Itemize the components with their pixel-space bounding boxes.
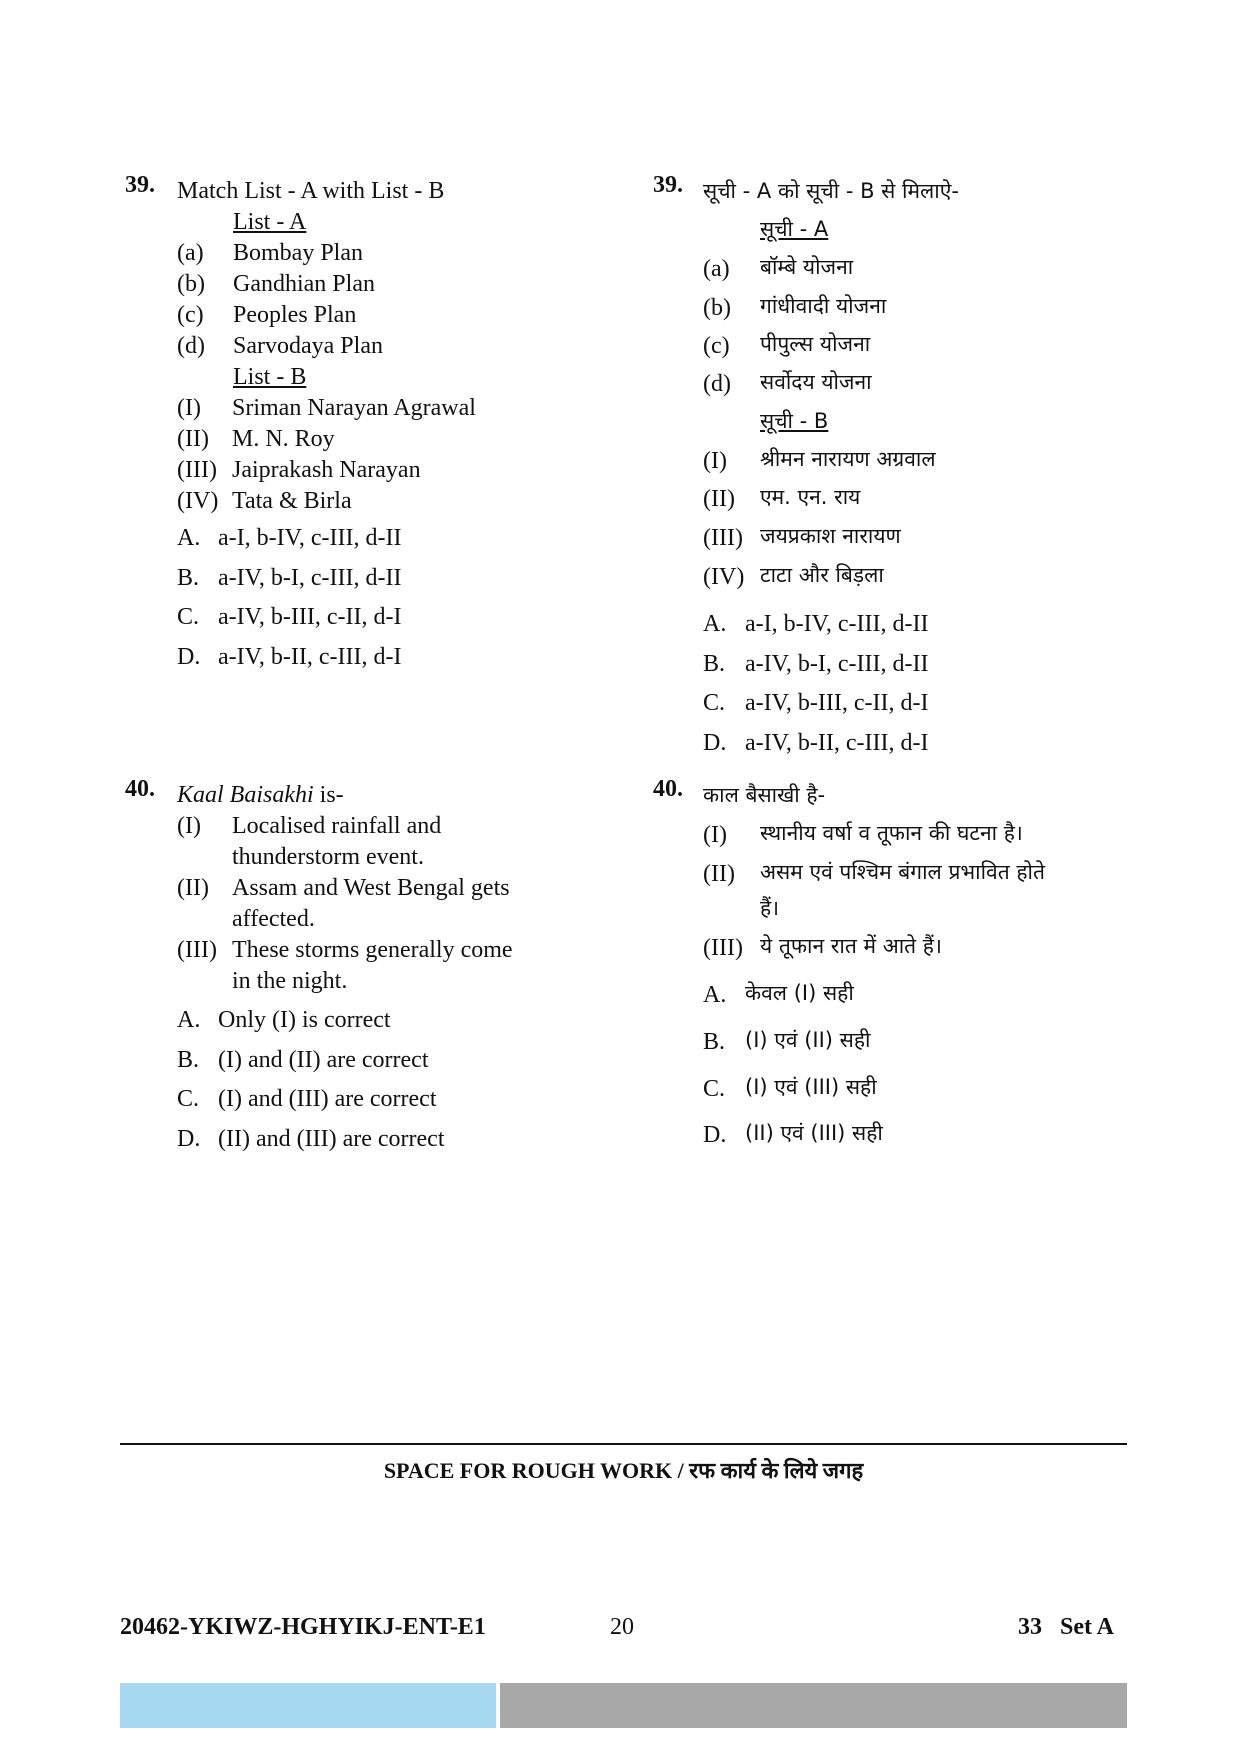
list-a-item: पीपुल्स योजना [760, 332, 871, 356]
question-stem: सूची - A को सूची - B से मिलाऐ- [703, 179, 959, 203]
option-c[interactable]: a-IV, b-III, c-II, d-I [218, 604, 402, 630]
option-key: B. [177, 1047, 200, 1073]
option-key: A. [177, 525, 201, 551]
list-a-key: (d) [703, 371, 731, 397]
option-key: C. [177, 604, 200, 630]
list-a-item: Gandhian Plan [233, 271, 375, 297]
footer-code: 20462-YKIWZ-HGHYIKJ-ENT-E1 [120, 1614, 486, 1640]
question-stem: काल बैसाखी है- [703, 783, 826, 807]
list-a-title: List - A [233, 209, 307, 235]
list-b-key: (I) [703, 448, 727, 474]
option-a[interactable]: Only (I) is correct [218, 1007, 391, 1033]
list-b-item: Tata & Birla [232, 488, 352, 514]
rough-work-label: SPACE FOR ROUGH WORK / रफ कार्य के लिये जगह [383, 1458, 864, 1483]
statement-key: (II) [177, 875, 209, 901]
statement-line: Localised rainfall and [232, 813, 442, 839]
list-b-key: (IV) [703, 564, 745, 590]
list-a-key: (c) [177, 302, 204, 328]
list-b-key: (II) [177, 426, 209, 452]
option-a[interactable]: a-I, b-IV, c-III, d-II [745, 611, 929, 637]
question-stem: Match List - A with List - B [177, 178, 445, 204]
list-b-key: (III) [177, 457, 217, 483]
option-d[interactable]: a-IV, b-II, c-III, d-I [745, 730, 929, 756]
list-b-item: Jaiprakash Narayan [232, 457, 421, 483]
list-b-title: सूची - B [760, 409, 829, 433]
question-number: 40. [653, 776, 683, 802]
list-b-item: टाटा और बिड़ला [760, 563, 884, 587]
statement-line: ये तूफान रात में आते हैं। [760, 934, 942, 958]
option-key: B. [703, 651, 726, 677]
option-a[interactable]: a-I, b-IV, c-III, d-II [218, 525, 402, 551]
statement-line: thunderstorm event. [232, 844, 424, 870]
statement-key: (III) [703, 935, 743, 961]
list-a-item: Sarvodaya Plan [233, 333, 383, 359]
option-key: A. [703, 611, 727, 637]
list-a-item: Bombay Plan [233, 240, 363, 266]
statement-line: स्थानीय वर्षा व तूफान की घटना है। [760, 821, 1023, 845]
option-b[interactable]: (I) and (II) are correct [218, 1047, 429, 1073]
statement-key: (I) [177, 813, 201, 839]
list-a-item: सर्वोदय योजना [760, 370, 872, 394]
question-number: 39. [125, 172, 155, 198]
option-b[interactable]: a-IV, b-I, c-III, d-II [218, 565, 402, 591]
option-key: D. [703, 1122, 727, 1148]
option-key: B. [703, 1029, 726, 1055]
statement-line: in the night. [232, 968, 348, 994]
statement-line: These storms generally come [232, 937, 513, 963]
option-key: A. [703, 982, 727, 1008]
statement-line: affected. [232, 906, 315, 932]
option-key: D. [177, 644, 201, 670]
list-a-key: (b) [177, 271, 205, 297]
stem-rest: is- [313, 782, 344, 808]
option-a[interactable]: केवल (I) सही [745, 981, 854, 1005]
list-b-title: List - B [233, 364, 307, 390]
list-b-key: (I) [177, 395, 201, 421]
option-d[interactable]: a-IV, b-II, c-III, d-I [218, 644, 402, 670]
list-b-item: जयप्रकाश नारायण [760, 524, 901, 548]
option-b[interactable]: a-IV, b-I, c-III, d-II [745, 651, 929, 677]
list-a-key: (c) [703, 333, 730, 359]
option-key: D. [703, 730, 727, 756]
list-a-title: सूची - A [760, 217, 829, 241]
option-key: C. [703, 1076, 726, 1102]
option-key: C. [177, 1086, 200, 1112]
option-key: B. [177, 565, 200, 591]
question-number: 40. [125, 776, 155, 802]
list-b-item: M. N. Roy [232, 426, 335, 452]
stem-term: Kaal Baisakhi [177, 782, 314, 808]
footer-page-number: 20 [610, 1614, 634, 1640]
option-b[interactable]: (I) एवं (II) सही [745, 1028, 871, 1052]
option-key: A. [177, 1007, 201, 1033]
list-a-key: (b) [703, 295, 731, 321]
option-d[interactable]: (II) and (III) are correct [218, 1126, 445, 1152]
footer-bar-right [500, 1683, 1127, 1728]
list-a-item: बॉम्बे योजना [760, 255, 854, 279]
list-b-item: Sriman Narayan Agrawal [232, 395, 476, 421]
option-c[interactable]: (I) and (III) are correct [218, 1086, 437, 1112]
option-key: D. [177, 1126, 201, 1152]
option-c[interactable]: (I) एवं (III) सही [745, 1075, 877, 1099]
question-number: 39. [653, 172, 683, 198]
list-a-key: (a) [703, 256, 730, 282]
rough-work-divider [120, 1443, 1127, 1445]
list-b-item: श्रीमन नारायण अग्रवाल [760, 447, 936, 471]
statement-line: हैं। [760, 896, 780, 920]
footer-bar-left [120, 1683, 496, 1728]
list-b-key: (II) [703, 486, 735, 512]
option-key: C. [703, 690, 726, 716]
option-c[interactable]: a-IV, b-III, c-II, d-I [745, 690, 929, 716]
list-a-item: Peoples Plan [233, 302, 357, 328]
list-b-key: (IV) [177, 488, 219, 514]
statement-line: Assam and West Bengal gets [232, 875, 510, 901]
list-a-key: (d) [177, 333, 205, 359]
statement-key: (II) [703, 861, 735, 887]
footer-set: 33 Set A [1018, 1614, 1114, 1640]
statement-line: असम एवं पश्चिम बंगाल प्रभावित होते [760, 860, 1045, 884]
statement-key: (I) [703, 822, 727, 848]
list-a-key: (a) [177, 240, 204, 266]
list-a-item: गांधीवादी योजना [760, 294, 887, 318]
question-stem [177, 781, 344, 809]
list-b-item: एम. एन. राय [760, 485, 861, 509]
option-d[interactable]: (II) एवं (III) सही [745, 1121, 883, 1145]
statement-key: (III) [177, 937, 217, 963]
list-b-key: (III) [703, 525, 743, 551]
